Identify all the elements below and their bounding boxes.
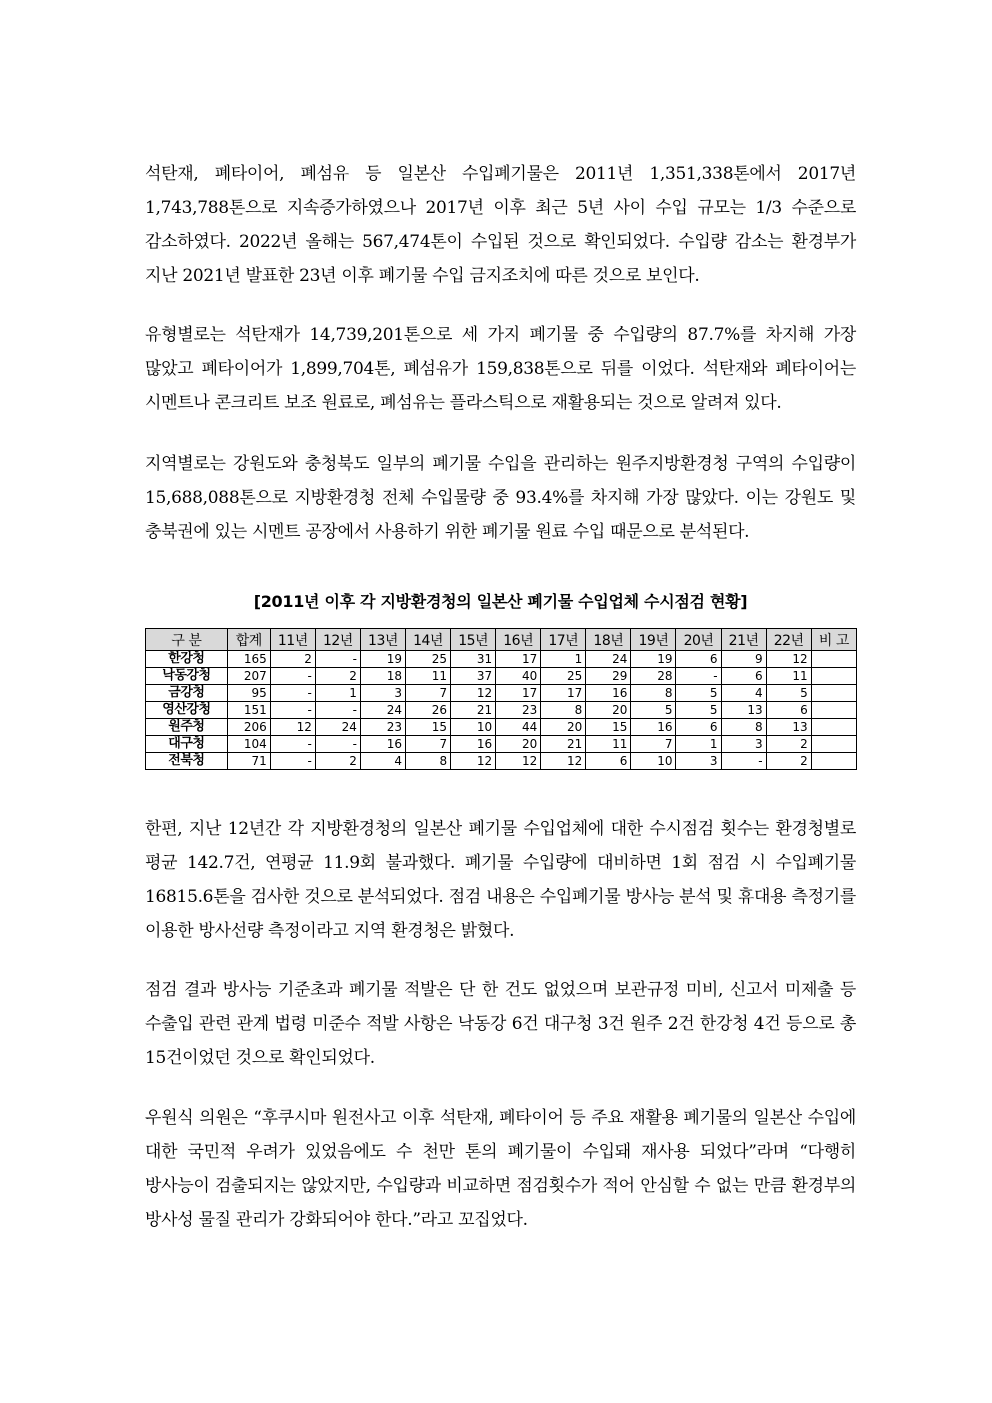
table-cell: 3 (676, 753, 721, 770)
remarks-cell (811, 719, 856, 736)
table-cell: 12 (541, 753, 586, 770)
header-year: 11년 (270, 629, 315, 651)
table-cell: - (270, 685, 315, 702)
table-cell: 5 (676, 685, 721, 702)
table-cell: 13 (766, 719, 811, 736)
table-cell: 12 (451, 685, 496, 702)
table-cell: - (315, 736, 360, 753)
table-cell: 8 (541, 702, 586, 719)
table-cell: 25 (406, 651, 451, 668)
remarks-cell (811, 651, 856, 668)
table-cell: 2 (270, 651, 315, 668)
table-cell: 23 (496, 702, 541, 719)
table-cell: 16 (631, 719, 676, 736)
table-cell: 6 (676, 719, 721, 736)
table-cell: 5 (766, 685, 811, 702)
remarks-cell (811, 685, 856, 702)
table-cell: 165 (227, 651, 270, 668)
paragraph-by-type: 유형별로는 석탄재가 14,739,201톤으로 세 가지 폐기물 중 수입량의 87.7%를 차지해 가장 많았고 폐타이어가 1,899,704톤, 폐섬유가 159,838톤으로 뒤를 이었다. 석탄재와 폐타이어는 시멘트나 콘크리트 보조 원료로, 폐섬유는 플라스틱으로 재활용되는 것으로 알려져 있다. (145, 325, 856, 413)
table-cell: 29 (586, 668, 631, 685)
table-cell: 28 (631, 668, 676, 685)
table-cell: 11 (766, 668, 811, 685)
remarks-cell (811, 753, 856, 770)
header-year: 13년 (360, 629, 405, 651)
table-cell: 7 (631, 736, 676, 753)
table-cell: 12 (496, 753, 541, 770)
table-cell: 24 (315, 719, 360, 736)
table-cell: 20 (586, 702, 631, 719)
table-cell: 12 (766, 651, 811, 668)
table-cell: 13 (721, 702, 766, 719)
table-cell: 6 (586, 753, 631, 770)
table-cell: 44 (496, 719, 541, 736)
table-row (146, 651, 857, 668)
table-cell: 5 (676, 702, 721, 719)
header-year: 12년 (315, 629, 360, 651)
table-cell: - (721, 753, 766, 770)
table-cell: - (270, 736, 315, 753)
remarks-cell (811, 736, 856, 753)
header-year: 18년 (586, 629, 631, 651)
table-row (146, 702, 857, 719)
table-cell: 21 (541, 736, 586, 753)
table-cell: 31 (451, 651, 496, 668)
table-cell: 1 (541, 651, 586, 668)
remarks-cell (811, 702, 856, 719)
table-cell: 12 (451, 753, 496, 770)
table-row (146, 685, 857, 702)
table-cell: 5 (631, 702, 676, 719)
table-cell: 15 (406, 719, 451, 736)
table-cell: 1 (676, 736, 721, 753)
table-cell: 2 (766, 736, 811, 753)
table-cell: 4 (360, 753, 405, 770)
table-cell: 207 (227, 668, 270, 685)
table-cell: 12 (270, 719, 315, 736)
header-year: 21년 (721, 629, 766, 651)
table-cell: 6 (721, 668, 766, 685)
table-cell: 19 (360, 651, 405, 668)
row-label: 대구청 (146, 736, 228, 753)
table-cell: - (676, 668, 721, 685)
paragraph-by-region: 지역별로는 강원도와 충청북도 일부의 폐기물 수입을 관리하는 원주지방환경청 구역의 수입량이 15,688,088톤으로 지방환경청 전체 수입물량 중 93.4%를 차지해 가장 많았다. 이는 강원도 및 충북권에 있는 시멘트 공장에서 사용하기 위한 폐기물 원료 수입 때문으로 분석된다. (145, 454, 856, 542)
table-cell: 3 (360, 685, 405, 702)
row-label: 원주청 (146, 719, 228, 736)
table-cell: 16 (586, 685, 631, 702)
table-cell: 8 (631, 685, 676, 702)
table-cell: 17 (496, 685, 541, 702)
row-label: 금강청 (146, 685, 228, 702)
table-cell: 2 (766, 753, 811, 770)
table-cell: 8 (406, 753, 451, 770)
row-label: 영산강청 (146, 702, 228, 719)
table-row (146, 719, 857, 736)
table-title: [2011년 이후 각 지방환경청의 일본산 폐기물 수입업체 수시점검 현황] (253, 592, 748, 611)
table-header-row (146, 629, 857, 651)
table-cell: 20 (496, 736, 541, 753)
table-cell: 17 (496, 651, 541, 668)
header-year: 16년 (496, 629, 541, 651)
header-year: 15년 (451, 629, 496, 651)
paragraph-lawmaker-quote: 우원식 의원은 “후쿠시마 원전사고 이후 석탄재, 폐타이어 등 주요 재활용 폐기물의 일본산 수입에 대한 국민적 우려가 있었음에도 수 천만 톤의 폐기물이 수입돼 재사용 되었다”라며 “다행히 방사능이 검출되지는 않았지만, 수입량과 비교하면 점검횟수가 적어 안심할 수 없는 만큼 환경부의 방사성 물질 관리가 강화되어야 한다.”라고 꼬집었다. (145, 1108, 856, 1230)
header-category: 구 분 (146, 629, 228, 651)
table-cell: - (270, 668, 315, 685)
table-cell: 11 (406, 668, 451, 685)
table-cell: 9 (721, 651, 766, 668)
table-cell: - (270, 702, 315, 719)
header-remarks: 비 고 (811, 629, 856, 651)
table-row (146, 736, 857, 753)
table-cell: 20 (541, 719, 586, 736)
table-cell: 1 (315, 685, 360, 702)
table-cell: - (270, 753, 315, 770)
table-cell: 206 (227, 719, 270, 736)
table-cell: 18 (360, 668, 405, 685)
table-row (146, 753, 857, 770)
table-row (146, 668, 857, 685)
header-year: 17년 (541, 629, 586, 651)
table-cell: 71 (227, 753, 270, 770)
row-label: 낙동강청 (146, 668, 228, 685)
table-cell: 17 (541, 685, 586, 702)
table-cell: 104 (227, 736, 270, 753)
table-cell: - (315, 651, 360, 668)
table-cell: 16 (451, 736, 496, 753)
table-cell: 6 (676, 651, 721, 668)
table-cell: 6 (766, 702, 811, 719)
table-cell: 7 (406, 685, 451, 702)
table-cell: 24 (586, 651, 631, 668)
table-cell: 37 (451, 668, 496, 685)
table-cell: 25 (541, 668, 586, 685)
table-cell: - (315, 702, 360, 719)
header-total: 합계 (227, 629, 270, 651)
table-cell: 2 (315, 668, 360, 685)
table-cell: 23 (360, 719, 405, 736)
table-cell: 3 (721, 736, 766, 753)
table-cell: 16 (360, 736, 405, 753)
row-label: 한강청 (146, 651, 228, 668)
header-year: 19년 (631, 629, 676, 651)
header-year: 22년 (766, 629, 811, 651)
header-year: 14년 (406, 629, 451, 651)
inspection-table (145, 628, 857, 770)
table-cell: 19 (631, 651, 676, 668)
table-cell: 15 (586, 719, 631, 736)
table-cell: 24 (360, 702, 405, 719)
row-label: 전북청 (146, 753, 228, 770)
table-cell: 26 (406, 702, 451, 719)
table-cell: 21 (451, 702, 496, 719)
table-cell: 8 (721, 719, 766, 736)
table-cell: 10 (631, 753, 676, 770)
paragraph-import-trend: 석탄재, 폐타이어, 폐섬유 등 일본산 수입폐기물은 2011년 1,351,338톤에서 2017년 1,743,788톤으로 지속증가하였으나 2017년 이후 최근 5년 사이 수입 규모는 1/3 수준으로 감소하였다. 2022년 올해는 567,474톤이 수입된 것으로 확인되었다. 수입량 감소는 환경부가 지난 2021년 발표한 23년 이후 폐기물 수입 금지조치에 따른 것으로 보인다. (145, 164, 856, 286)
table-cell: 10 (451, 719, 496, 736)
table-cell: 7 (406, 736, 451, 753)
header-year: 20년 (676, 629, 721, 651)
remarks-cell (811, 668, 856, 685)
table-cell: 151 (227, 702, 270, 719)
table-cell: 95 (227, 685, 270, 702)
table-cell: 2 (315, 753, 360, 770)
paragraph-inspection-count: 한편, 지난 12년간 각 지방환경청의 일본산 폐기물 수입업체에 대한 수시점검 횟수는 환경청별로 평균 142.7건, 연평균 11.9회 불과했다. 폐기물 수입량에 대비하면 1회 점검 시 수입폐기물 16815.6톤을 검사한 것으로 분석되었다. 점검 내용은 수입폐기물 방사능 분석 및 휴대용 측정기를 이용한 방사선량 측정이라고 지역 환경청은 밝혔다. (145, 819, 856, 941)
table-cell: 40 (496, 668, 541, 685)
table-cell: 11 (586, 736, 631, 753)
paragraph-inspection-result: 점검 결과 방사능 기준초과 폐기물 적발은 단 한 건도 없었으며 보관규정 미비, 신고서 미제출 등 수출입 관련 관계 법령 미준수 적발 사항은 낙동강 6건 대구청 3건 원주 2건 한강청 4건 등으로 총 15건이었던 것으로 확인되었다. (145, 980, 856, 1068)
table-cell: 4 (721, 685, 766, 702)
